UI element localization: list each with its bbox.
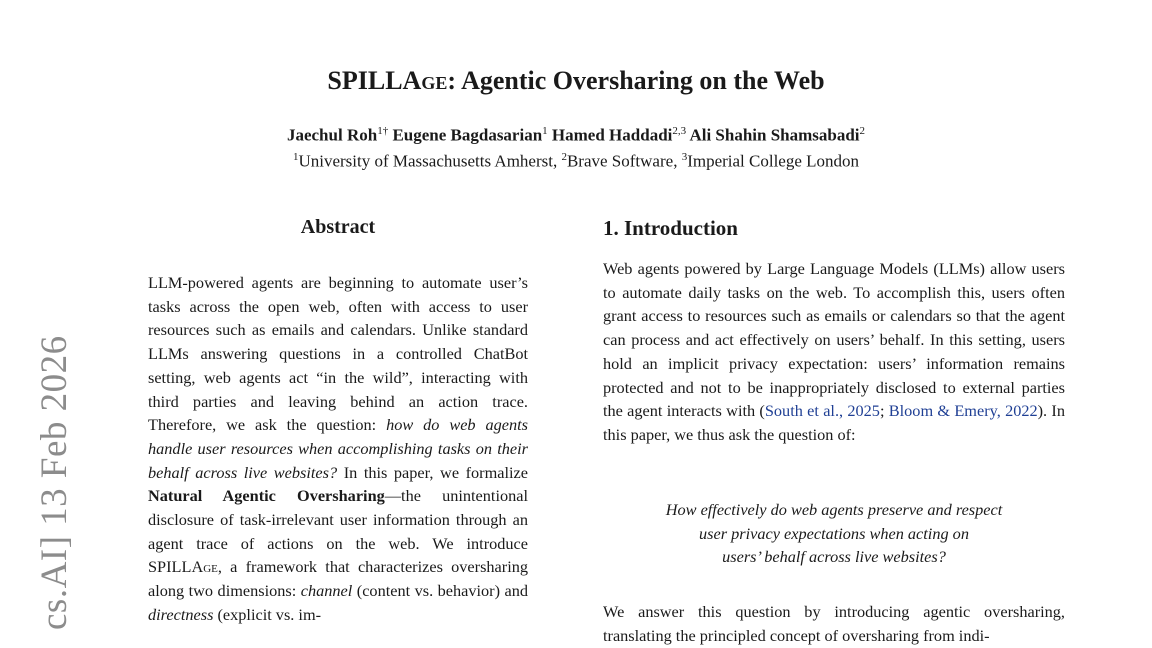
question-line: users’ behalf across live websites?	[722, 547, 946, 567]
research-question	[603, 498, 1065, 569]
abstract-text-4: , a framework that characterizes oversharing along two dimensions:	[148, 557, 528, 601]
abstract-question: how do web agents handle user resources when accomplishing tasks on their behalf across live websites?	[148, 415, 528, 482]
author-sup: 1	[542, 125, 548, 137]
abstract-text-3: —the unintentional disclosure of task-irrelevant user information through an agent trace of actions on the web. We introduce	[148, 486, 529, 553]
affiliations: $^1$University of Massachusetts Amherst, $^2$Brave Software, $^3$Imperial College London	[292, 151, 860, 171]
author-list	[0, 125, 1152, 146]
abstract-heading: Abstract	[300, 216, 376, 238]
intro-heading: 1. Introduction	[603, 216, 738, 240]
paper-title	[0, 66, 1152, 96]
citation-link-bloom[interactable]: Bloom & Emery, 2022	[888, 401, 1038, 421]
title-spill: SPILL	[327, 66, 403, 95]
title-rest: : Agentic Oversharing on the Web	[447, 66, 825, 95]
affil-sup: 3	[681, 151, 688, 163]
author-name: Eugene Bagdasarian	[392, 125, 543, 145]
arxiv-stamp: cs.AI] 13 Feb 2026	[34, 335, 75, 630]
intro-text-1: Web agents powered by Large Language Models (LLMs) allow users to automate daily tasks on the web. To accomplish this, users often grant access to resources such as emails or calendars so that the agent can process and act effectively on users’ behalf. In this setting, users hold an implicit privacy expectation: users’ information remains protected and not to be inappropriately disclosed to external parties the agent interacts with (	[603, 259, 1065, 421]
intro-text-1-end: ). In this paper, we thus ask the question of:	[603, 401, 1065, 444]
author-name: Ali Shahin Shamsabadi	[689, 125, 860, 145]
abstract-body	[148, 271, 528, 627]
affil-name: Brave Software	[566, 151, 674, 171]
author-sup: 2	[859, 125, 866, 137]
abstract-text-1: LLM-powered agents are beginning to automate user’s tasks across the open web, often with access to user resources such as emails and calendars. Unlike standard LLMs answering questions in a controlled ChatBot setting, web agents act “in the wild”, interacting with third parties and leaving behind an action trace. Therefore, we ask the question:	[148, 273, 528, 435]
abstract-directness: directness	[148, 604, 214, 624]
author-sup: 2,3	[672, 125, 687, 137]
question-line: user privacy expectations when acting on	[699, 523, 969, 543]
abstract-age: Age	[191, 557, 218, 577]
author-sup: 1†	[377, 125, 389, 137]
title-age: Age	[402, 66, 448, 95]
abstract-text-6: (explicit vs. im-	[213, 604, 322, 624]
affil-name: University of Massachusetts Amherst	[298, 151, 553, 171]
intro-paragraph-1	[603, 257, 1065, 447]
affil-name: Imperial College London	[687, 151, 860, 171]
author-name: Jaechul Roh	[286, 125, 378, 145]
affil-sup: 2	[561, 151, 567, 163]
abstract-term: Natural Agentic Oversharing	[148, 486, 385, 506]
abstract-text-2: In this paper, we formalize	[337, 462, 528, 482]
question-line: How effectively do web agents preserve and respect	[665, 500, 1003, 519]
abstract-spill: SPILL	[148, 557, 192, 577]
intro-paragraph-2: We answer this question by introducing agentic oversharing, translating the principled concept of oversharing from indi-	[603, 602, 1065, 645]
citation-link-south[interactable]: South et al., 2025	[764, 401, 880, 421]
abstract-channel: channel	[300, 581, 353, 601]
author-name: Hamed Haddadi	[551, 125, 673, 145]
abstract-text-5: (content vs. behavior) and	[352, 581, 529, 601]
affil-sup: 1	[292, 151, 299, 163]
citation-sep: ;	[879, 401, 889, 421]
